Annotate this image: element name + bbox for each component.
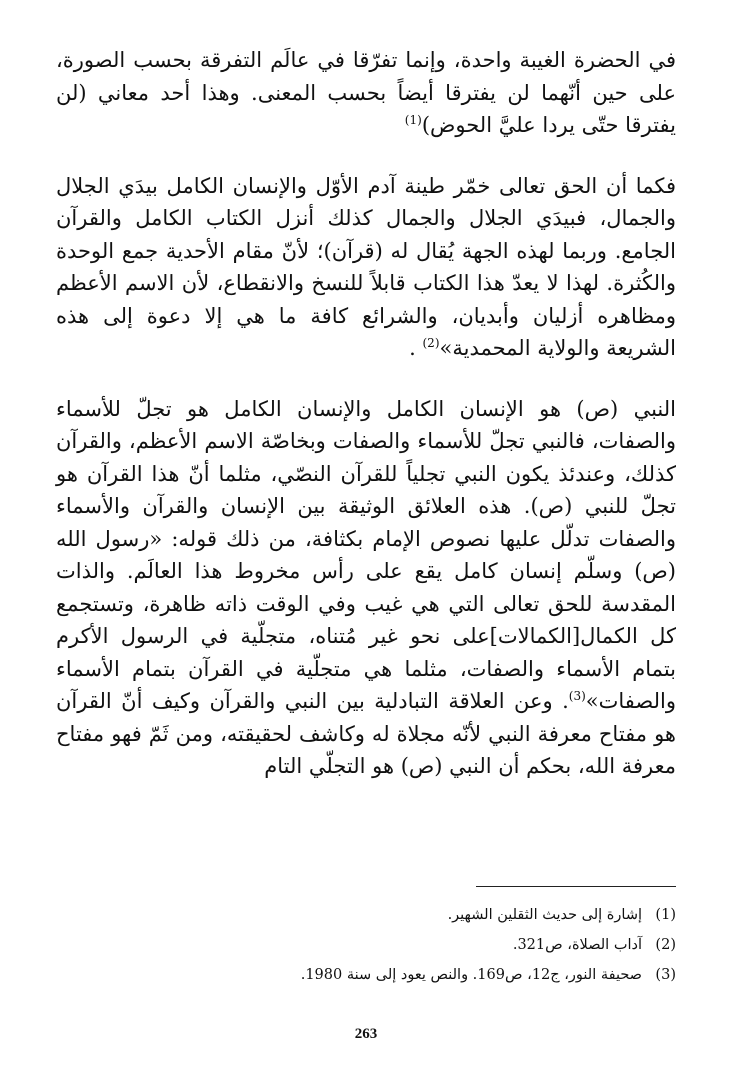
footnote-divider	[476, 886, 676, 887]
footnote-1	[56, 900, 676, 930]
paragraph-2	[56, 170, 676, 365]
footnote-ref-2: (2)	[422, 336, 440, 350]
footnote-3	[56, 960, 676, 990]
footnote-number: (1)	[655, 907, 676, 923]
footnotes	[56, 900, 676, 990]
footnote-ref-1: (1)	[404, 113, 422, 127]
footnote-text: آداب الصلاة، ص321.	[512, 937, 642, 953]
paragraph-3-text: النبي (ص) هو الإنسان الكامل والإنسان الكامل هو تجلّ للأسماء والصفات، فالنبي تجلّ للأسماء والصفات وبخاصّة الاسم الأعظم، والقرآن كذلك، وعندئذ يكون النبي تجلياً للقرآن النصّي، مثلما أنّ هذا القرآن هو تجلّ للنبي (ص). هذه العلائق الوثيقة بين الإنسان والقرآن والأسماء والصفات تدلّل عليها نصوص الإمام بكثافة، من ذلك قوله: «رسول الله (ص) وسلّم إنسان كامل يقع على رأس مخروط هذا العالَم. والذات المقدسة للحق تعالى التي هي غيب وفي الوقت ذاته ظاهرة، وتستجمع كل الكمال[الكمالات]على نحو غير مُتناه، متجلّية في الرسول الأكرم بتمام الأسماء والصفات، مثلما هي متجلّية في القرآن بتمام الأسماء والصفات»	[56, 396, 676, 713]
footnote-2	[56, 930, 676, 960]
footnote-number: (2)	[655, 937, 676, 953]
paragraph-3	[56, 393, 676, 783]
paragraph-2-tail: .	[409, 336, 423, 360]
footnote-ref-3: (3)	[568, 689, 586, 703]
paragraph-3-tail: . وعن العلاقة التبادلية بين النبي والقرآن وكيف أنّ القرآن هو مفتاح معرفة النبي لأنّه مجلاة له وكاشف لحقيقته، ومن ثَمّ فهو مفتاح معرفة الله، بحكم أن النبي (ص) هو التجلّي التام	[56, 689, 676, 778]
footnote-text: إشارة إلى حديث الثقلين الشهير.	[447, 907, 642, 923]
footnote-text: صحيفة النور، ج12، ص169. والنص يعود إلى سنة 1980.	[300, 967, 642, 983]
paragraph-1	[56, 44, 676, 142]
book-page	[56, 44, 676, 1064]
footnote-number: (3)	[655, 967, 676, 983]
paragraph-2-text: فكما أن الحق تعالى خمّر طينة آدم الأوّل والإنسان الكامل بيدَي الجلال والجمال، فبيدَي الجلال والجمال كذلك أنزل الكتاب الكامل والقرآن الجامع. وربما لهذه الجهة يُقال له (قرآن)؛ لأنّ مقام الأحدية جمع الوحدة والكُثرة. لهذا لا يعدّ هذا الكتاب قابلاً للنسخ والانقطاع، لأن الاسم الأعظم ومظاهره أزليان وأبديان، والشرائع كافة ما هي إلا دعوة إلى هذه الشريعة والولاية المحمدية»	[56, 173, 676, 360]
page-number: 263	[354, 1026, 378, 1042]
paragraph-1-text: في الحضرة الغيبة واحدة، وإنما تفرّقا في عالَم التفرقة بحسب الصورة، على حين أنّهما لن يفترقا أيضاً بحسب المعنى. وهذا أحد معاني (لن يفترقا حتّى يردا عليَّ الحوض)	[56, 48, 676, 137]
